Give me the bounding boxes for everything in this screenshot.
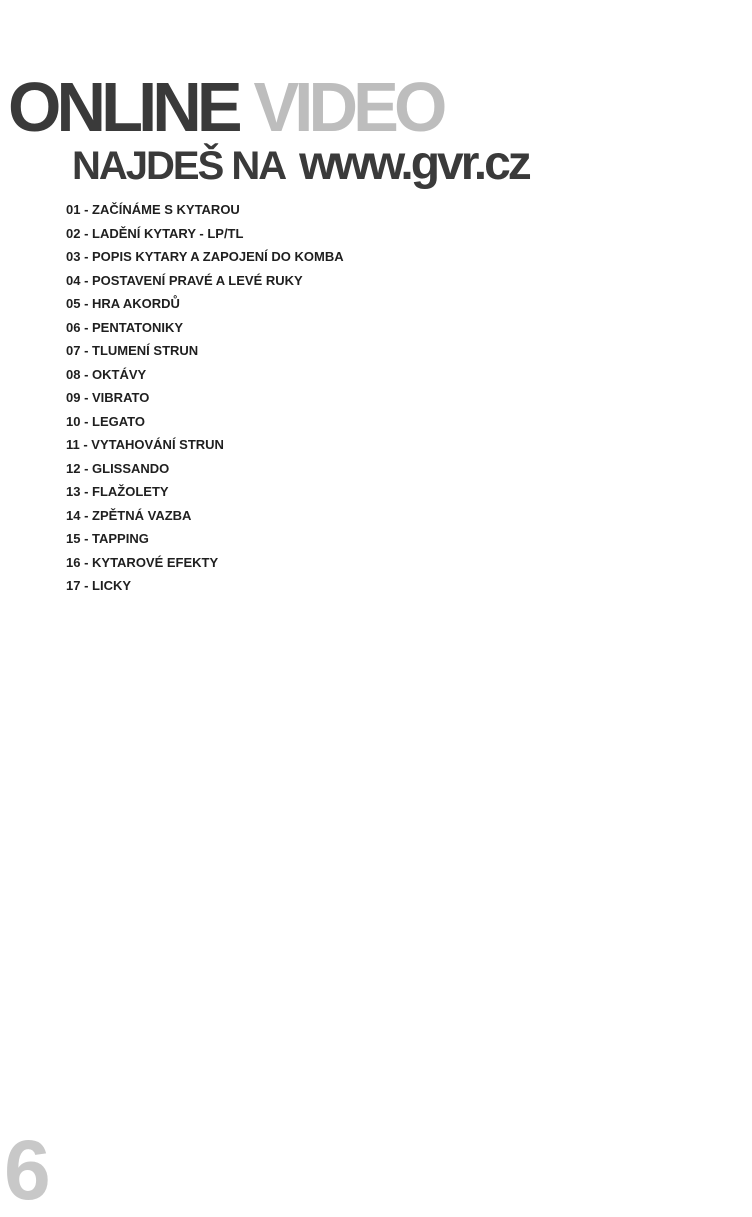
headline-line-1: [8, 68, 443, 146]
video-list-item: 09 - VIBRATO: [66, 390, 150, 405]
video-list-item: 14 - ZPĚTNÁ VAZBA: [66, 507, 192, 523]
website-url: www.gvr.cz: [299, 137, 529, 190]
video-list-item: 01 - ZAČÍNÁME S KYTAROU: [66, 202, 240, 217]
headline-video: VIDEO: [253, 68, 443, 146]
headline-find-text: NAJDEŠ NA: [72, 144, 286, 188]
video-list-item: 02 - LADĚNÍ KYTARY - LP/TL: [66, 225, 244, 241]
headline: [8, 68, 628, 192]
video-list-item: 05 - HRA AKORDŮ: [66, 296, 180, 311]
video-list-item: 08 - OKTÁVY: [66, 366, 147, 382]
video-list-item: 03 - POPIS KYTARY A ZAPOJENÍ DO KOMBA: [66, 249, 344, 264]
headline-line-2: [72, 137, 529, 190]
video-list-item: 12 - GLISSANDO: [66, 460, 170, 476]
video-list-item: 06 - PENTATONIKY: [66, 319, 184, 335]
video-list-item: 04 - POSTAVENÍ PRAVÉ A LEVÉ RUKY: [66, 272, 303, 288]
video-list: [66, 198, 344, 598]
video-list-item: 10 - LEGATO: [66, 413, 145, 429]
headline-online: ONLINE: [8, 68, 238, 146]
video-list-item: 15 - TAPPING: [66, 531, 149, 546]
page-number: 6: [4, 1123, 51, 1217]
video-list-item: 11 - VYTAHOVÁNÍ STRUN: [66, 437, 224, 452]
video-list-item: 16 - KYTAROVÉ EFEKTY: [66, 554, 219, 570]
video-list-item: 17 - LICKY: [66, 578, 132, 593]
video-list-item: 13 - FLAŽOLETY: [66, 484, 169, 499]
video-list-item: 07 - TLUMENÍ STRUN: [66, 343, 199, 358]
